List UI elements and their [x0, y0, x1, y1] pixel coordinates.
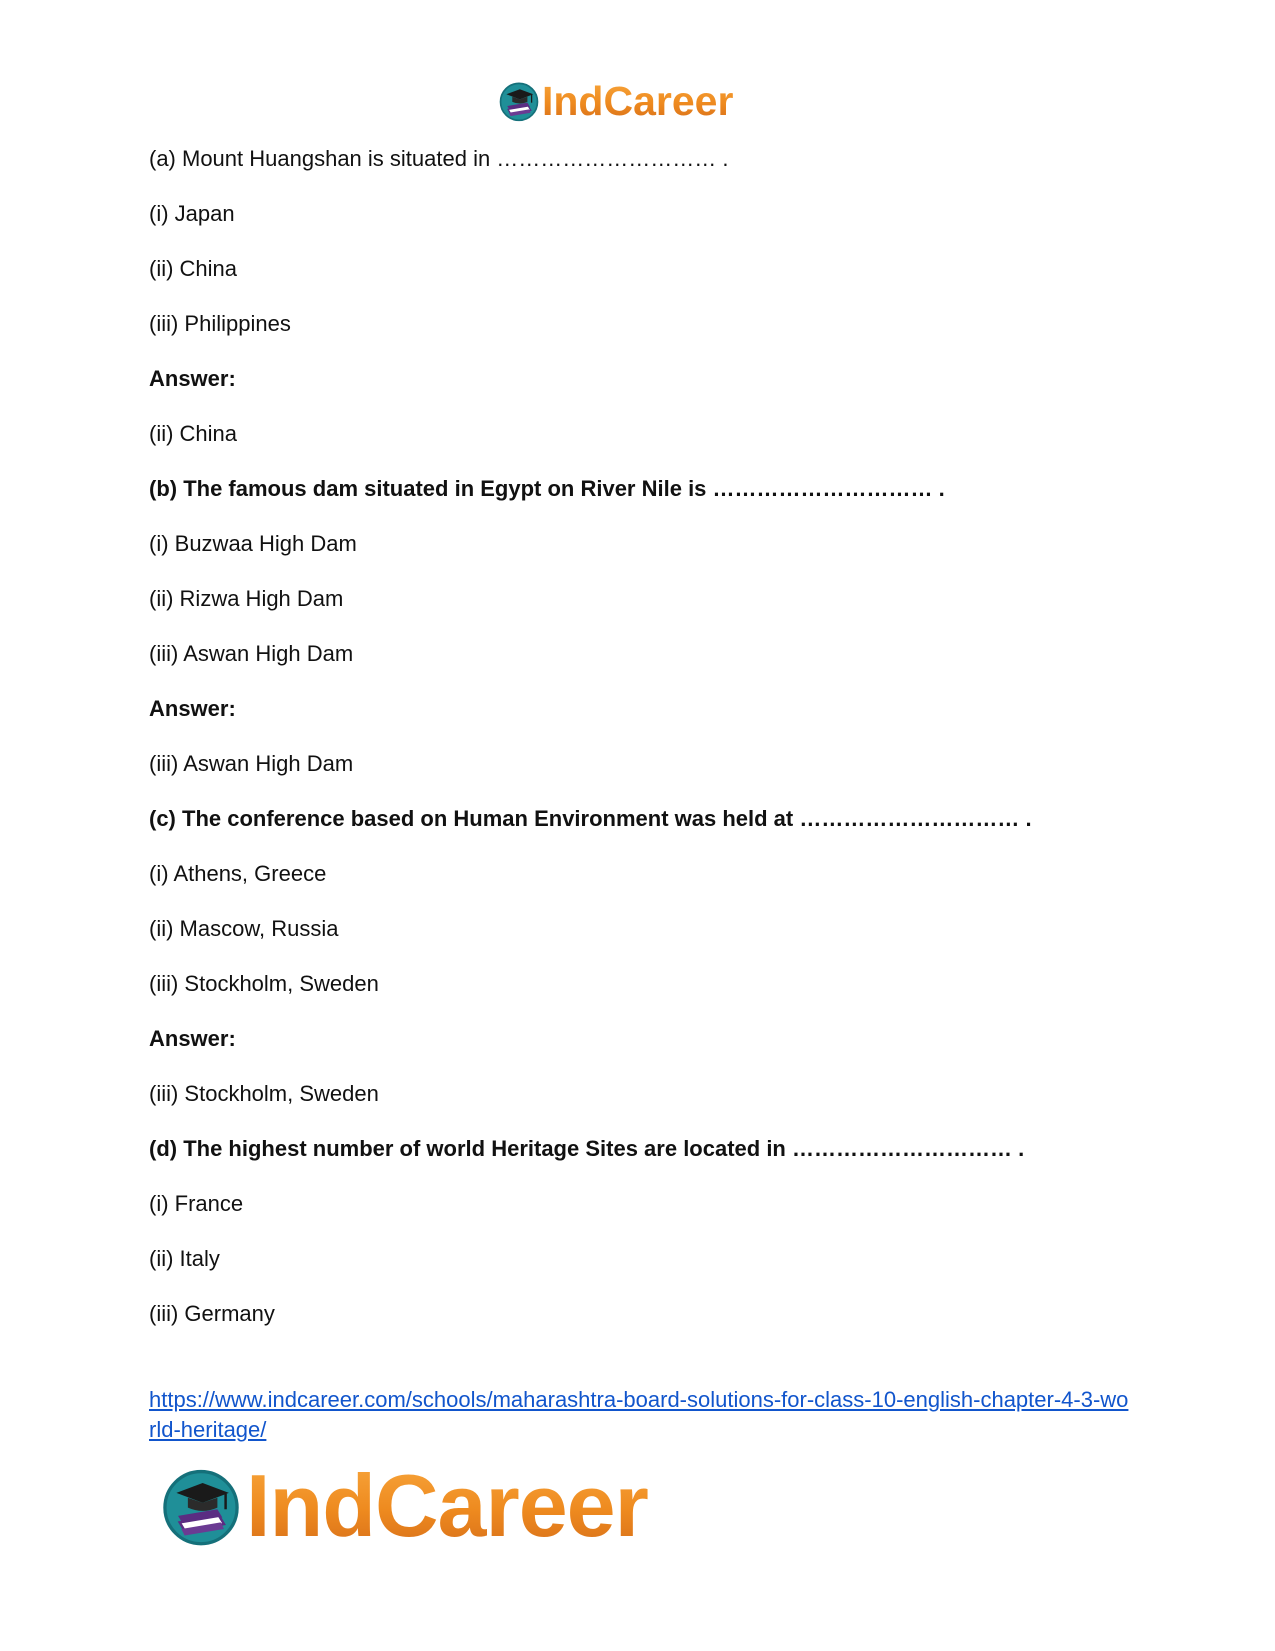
- question-text: (d) The highest number of world Heritage Sites are located in ………………………… .: [149, 1136, 1025, 1161]
- source-link[interactable]: https://www.indcareer.com/schools/maharashtra-board-solutions-for-class-10-english-chapter-4-3-world-heritage/: [149, 1387, 1129, 1442]
- logo-wordmark: IndCareer: [542, 77, 734, 124]
- option-line: (iii) Aswan High Dam: [149, 751, 354, 776]
- graduation-cap-books-icon: [498, 80, 540, 122]
- graduation-cap-books-icon: [160, 1465, 242, 1547]
- answer-label: Answer:: [149, 696, 236, 721]
- option-line: (iii) Philippines: [149, 311, 291, 336]
- option-line: (ii) Italy: [149, 1246, 220, 1271]
- question-text: (c) The conference based on Human Environment was held at ………………………… .: [149, 806, 1032, 831]
- option-line: (ii) Mascow, Russia: [149, 916, 339, 941]
- option-line: (iii) Aswan High Dam: [149, 641, 354, 666]
- option-line: (ii) China: [149, 421, 238, 446]
- option-line: (iii) Stockholm, Sweden: [149, 971, 379, 996]
- option-line: (i) Athens, Greece: [149, 861, 327, 886]
- option-line: (i) Buzwaa High Dam: [149, 531, 357, 556]
- footer-logo: [160, 1456, 648, 1555]
- option-line: (ii) China: [149, 256, 238, 281]
- option-line: (i) France: [149, 1191, 244, 1216]
- question-text: (b) The famous dam situated in Egypt on River Nile is ………………………… .: [149, 476, 945, 501]
- option-line: (iii) Stockholm, Sweden: [149, 1081, 379, 1106]
- question-text: (a) Mount Huangshan is situated in ………………………… .: [149, 146, 729, 171]
- answer-label: Answer:: [149, 366, 236, 391]
- header-logo: [498, 77, 734, 124]
- option-line: (i) Japan: [149, 201, 235, 226]
- option-line: (ii) Rizwa High Dam: [149, 586, 344, 611]
- answer-label: Answer:: [149, 1026, 236, 1051]
- option-line: (iii) Germany: [149, 1301, 275, 1326]
- question-list: [149, 146, 1139, 1356]
- logo-wordmark: IndCareer: [246, 1456, 648, 1555]
